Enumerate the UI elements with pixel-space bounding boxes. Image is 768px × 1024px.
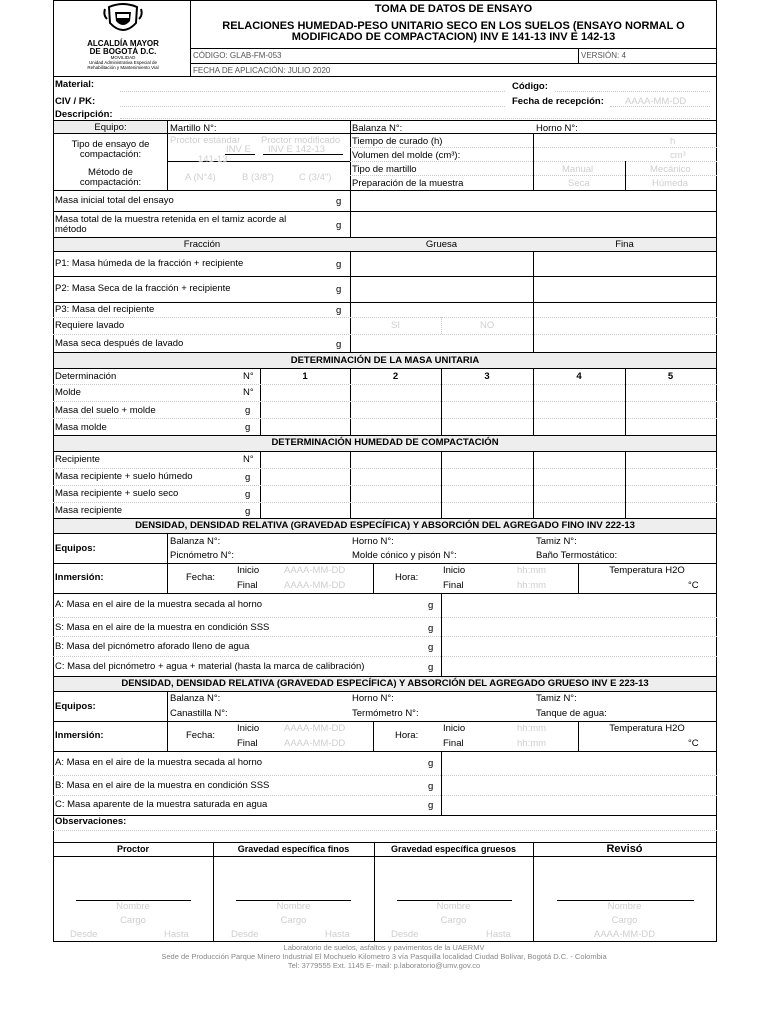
grueso-inmersion-label: Inmersión: (55, 730, 104, 741)
reviso-cargo[interactable]: Cargo (611, 915, 638, 926)
volumen-unit[interactable]: cm³ (670, 150, 686, 161)
seco-label: Masa recipiente + suelo seco (55, 488, 179, 499)
coat-of-arms-icon (103, 3, 143, 37)
fino-c-label: C: Masa del picnómetro + agua + material (hasta la marca de calibración) (55, 661, 365, 672)
option-inv-e-141-a[interactable]: INV E (226, 144, 251, 155)
grueso-hora-inicio-input[interactable]: hh:mm (517, 723, 547, 734)
p3-label: P3: Masa del recipiente (55, 304, 155, 315)
masa-molde-label: Masa molde (55, 422, 107, 433)
fino-fecha-final-input[interactable]: AAAA-MM-DD (284, 580, 346, 591)
footer-line2: Sede de Producción Parque Minero Industrial El Mochuelo Kilometro 3 vía Pasquilla localidad Ciudad Bolívar, Bogotá D.C. - Colombia (161, 952, 607, 961)
option-metodo-b[interactable]: B (3/8") (242, 172, 274, 183)
grueso-temp-unit: °C (688, 738, 699, 749)
firma-proctor-header: Proctor (116, 844, 149, 854)
fraccion-header: Fracción (183, 239, 221, 250)
grueso-hora-final-label: Final (443, 738, 464, 749)
grueso-b-unit: g (428, 781, 434, 792)
p1-label: P1: Masa húmeda de la fracción + recipiente (55, 258, 244, 269)
firma-gruesos-header: Gravedad específica gruesos (390, 844, 517, 854)
proctor-hasta[interactable]: Hasta (164, 929, 189, 940)
seco-unit: g (245, 489, 251, 500)
metodo-label-1: Método de (88, 167, 133, 178)
option-lavado-no[interactable]: NO (480, 320, 495, 331)
footer-line3: Tel: 3779555 Ext. 1145 E- mail: p.laboratorio@umv.gov.co (287, 961, 481, 970)
tipo-martillo-label: Tipo de martillo (352, 164, 417, 175)
page-subtitle-2: MODIFICADO DE COMPACTACION) INV E 141-13 INV E 142-13 (291, 31, 616, 43)
fina-header: Fina (615, 239, 634, 250)
humedad-title: DETERMINACIÓN HUMEDAD DE COMPACTACIÓN (271, 437, 499, 448)
reviso-nombre[interactable]: Nombre (607, 901, 642, 912)
gruesa-header: Gruesa (425, 239, 458, 250)
humedo-unit: g (245, 472, 251, 483)
balanza-label: Balanza N°: (352, 123, 403, 134)
grueso-fecha-inicio-label: Inicio (237, 723, 260, 734)
fino-fecha-final-label: Final (237, 580, 258, 591)
unitaria-title: DETERMINACIÓN DE LA MASA UNITARIA (290, 355, 480, 366)
martillo-label: Martillo N°: (170, 123, 217, 134)
gruesos-nombre[interactable]: Nombre (436, 901, 471, 912)
fino-hora-inicio-label: Inicio (443, 565, 466, 576)
tipo-ensayo-label-2: compactación: (79, 149, 142, 160)
col-4: 4 (576, 371, 582, 382)
codigo-input[interactable] (555, 91, 710, 92)
grueso-fecha-final-input[interactable]: AAAA-MM-DD (284, 738, 346, 749)
finos-desde[interactable]: Desde (231, 929, 259, 940)
descripcion-label: Descripción: (55, 109, 113, 120)
seca-lavado-unit: g (336, 339, 342, 350)
tiempo-curado-unit[interactable]: h (670, 136, 676, 147)
volumen-label: Volumen del molde (cm³): (352, 150, 461, 161)
fecha-recepcion-input[interactable]: AAAA-MM-DD (625, 96, 687, 107)
determinacion-no: N° (243, 371, 254, 382)
proctor-cargo[interactable]: Cargo (120, 915, 146, 926)
fino-a-label: A: Masa en el aire de la muestra secada al horno (55, 599, 263, 610)
grueso-a-label: A: Masa en el aire de la muestra secada al horno (55, 757, 263, 768)
option-metodo-c[interactable]: C (3/4") (299, 172, 332, 183)
grueso-title: DENSIDAD, DENSIDAD RELATIVA (GRAVEDAD ESPECÍFICA) Y ABSORCIÓN DEL AGREGADO GRUESO INV E 223-13 (121, 678, 649, 689)
recipiente-no: N° (243, 454, 254, 465)
firma-reviso-header: Revisó (606, 843, 643, 855)
p3-unit: g (336, 305, 342, 316)
masa-molde-unit: g (245, 422, 251, 433)
gruesos-desde[interactable]: Desde (391, 929, 419, 940)
molde-label: Molde (55, 387, 81, 398)
footer-line1: Laboratorio de suelos, asfaltos y pavimentos de la UAERMV (283, 943, 485, 952)
fino-fecha-inicio-label: Inicio (237, 565, 260, 576)
finos-nombre[interactable]: Nombre (276, 901, 311, 912)
codigo-label: Código: (512, 81, 548, 92)
descripcion-input[interactable] (120, 118, 710, 119)
grueso-equipos-label: Equipos: (55, 701, 96, 712)
tipo-ensayo-label-1: Tipo de ensayo de (71, 139, 150, 150)
fino-bano: Baño Termostático: (536, 550, 618, 561)
fino-picnometro: Picnómetro N°: (170, 550, 234, 561)
option-inv-e-141-b[interactable]: 141-13 (198, 154, 228, 165)
grueso-hora-inicio-label: Inicio (443, 723, 466, 734)
metodo-label-2: compactación: (79, 177, 142, 188)
recipiente-label: Recipiente (55, 454, 100, 465)
preparacion-label: Preparación de la muestra (352, 178, 464, 189)
p2-label: P2: Masa Seca de la fracción + recipiente (55, 283, 231, 294)
fino-horno: Horno N°: (352, 536, 394, 547)
doc-version: VERSIÓN: 4 (581, 51, 626, 60)
masa-retenida-label-2: método (55, 224, 87, 235)
seca-lavado-label: Masa seca después de lavado (55, 338, 184, 349)
fino-hora-final-input[interactable]: hh:mm (517, 580, 547, 591)
grueso-a-unit: g (428, 758, 434, 769)
fino-equipos-label: Equipos: (55, 543, 96, 554)
fino-b-label: B: Masa del picnómetro aforado lleno de agua (55, 641, 250, 652)
fino-hora-inicio-input[interactable]: hh:mm (517, 565, 547, 576)
logo-line3: MOVILIDAD (110, 55, 136, 60)
proctor-nombre[interactable]: Nombre (116, 901, 150, 912)
col-5: 5 (667, 371, 674, 382)
col-2: 2 (392, 371, 399, 382)
grueso-hora-final-input[interactable]: hh:mm (517, 738, 547, 749)
page-title: TOMA DE DATOS DE ENSAYO (374, 3, 533, 15)
col-1: 1 (302, 371, 308, 382)
grueso-fecha-final-label: Final (237, 738, 258, 749)
material-label: Material: (55, 79, 95, 90)
option-manual[interactable]: Manual (562, 164, 594, 175)
determinacion-label: Determinación (55, 371, 117, 382)
option-proctor-modificado[interactable]: Proctor modificado (261, 135, 341, 146)
option-humeda[interactable]: Húmeda (652, 178, 688, 189)
fino-cono: Molde cónico y pisón N°: (352, 550, 457, 561)
option-mecanico[interactable]: Mecánico (650, 164, 691, 175)
grueso-hora-label: Hora: (395, 730, 419, 741)
option-seca[interactable]: Seca (568, 178, 590, 189)
logo-line1: ALCALDÍA MAYOR (87, 39, 159, 48)
finos-cargo[interactable]: Cargo (280, 915, 307, 926)
grueso-fecha-inicio-input[interactable]: AAAA-MM-DD (284, 723, 346, 734)
fino-inmersion-label: Inmersión: (55, 572, 104, 583)
reviso-fecha[interactable]: AAAA-MM-DD (593, 929, 656, 940)
fino-tamiz: Tamiz N°: (536, 536, 577, 547)
finos-hasta[interactable]: Hasta (325, 929, 350, 940)
equipo-label: Equipo: (94, 122, 127, 133)
tiempo-curado-label: Tiempo de curado (h) (352, 136, 443, 147)
material-input[interactable] (120, 91, 505, 92)
fino-a-unit: g (428, 600, 434, 611)
masa-retenida-unit: g (336, 220, 342, 231)
observaciones-label: Observaciones: (55, 816, 127, 827)
civ-input[interactable] (120, 106, 505, 107)
logo (70, 3, 176, 71)
grueso-termometro: Termómetro N°: (352, 708, 419, 719)
grueso-b-label: B: Masa en el aire de la muestra en condición SSS (55, 780, 270, 791)
fino-b-unit: g (428, 642, 434, 653)
option-lavado-si[interactable]: SI (391, 320, 400, 331)
p1-unit: g (336, 259, 342, 270)
fino-fecha-label: Fecha: (186, 572, 216, 583)
masa-recipiente-unit: g (245, 506, 251, 517)
molde-no: N° (243, 387, 254, 398)
observaciones-input[interactable] (53, 830, 717, 831)
fino-temp-unit: °C (688, 580, 699, 591)
fino-hora-label: Hora: (395, 572, 419, 583)
suelo-molde-unit: g (245, 405, 251, 416)
grueso-tamiz: Tamiz N°: (536, 693, 577, 704)
page-subtitle-1: RELACIONES HUMEDAD-PESO UNITARIO SECO EN LOS SUELOS (ENSAYO NORMAL O (222, 20, 685, 32)
option-inv-e-142[interactable]: INV E 142-13 (268, 144, 326, 155)
horno-label: Horno N°: (536, 123, 578, 134)
grueso-c-unit: g (428, 800, 434, 811)
doc-date: FECHA DE APLICACIÓN: JULIO 2020 (193, 66, 331, 75)
grueso-balanza: Balanza N°: (170, 693, 221, 704)
logo-line5: Rehabilitación y Mantenimiento Vial (87, 65, 159, 70)
gruesos-cargo[interactable]: Cargo (440, 915, 467, 926)
fino-balanza: Balanza N°: (170, 536, 221, 547)
fino-s-label: S: Masa en el aire de la muestra en condición SSS (55, 622, 270, 633)
grueso-canastilla: Canastilla N°: (170, 708, 228, 719)
grueso-temp-label: Temperatura H2O (609, 723, 685, 734)
civ-label: CIV / PK: (55, 96, 96, 107)
fino-temp-label: Temperatura H2O (609, 565, 685, 576)
masa-inicial-unit: g (336, 196, 342, 207)
logo-line2: DE BOGOTÁ D.C. (89, 47, 157, 56)
fino-title: DENSIDAD, DENSIDAD RELATIVA (GRAVEDAD ESPECÍFICA) Y ABSORCIÓN DEL AGREGADO FINO INV 222-13 (135, 520, 635, 531)
fino-c-unit: g (428, 662, 434, 673)
proctor-desde[interactable]: Desde (70, 929, 98, 940)
grueso-tanque: Tanque de agua: (536, 708, 607, 719)
fecha-recepcion-label: Fecha de recepción: (512, 96, 604, 107)
grueso-fecha-label: Fecha: (186, 730, 216, 741)
fino-hora-final-label: Final (443, 580, 464, 591)
option-metodo-a[interactable]: A (N°4) (185, 172, 216, 183)
p2-unit: g (336, 284, 342, 295)
masa-retenida-label-1: Masa total de la muestra retenida en el tamiz acorde al (55, 214, 287, 225)
lavado-label: Requiere lavado (55, 320, 125, 331)
grueso-c-label: C: Masa aparente de la muestra saturada en agua (55, 799, 268, 810)
humedo-label: Masa recipiente + suelo húmedo (55, 471, 193, 482)
gruesos-hasta[interactable]: Hasta (486, 929, 511, 940)
grueso-horno: Horno N°: (352, 693, 394, 704)
logo-line4: Unidad Administrativa Especial de (88, 60, 158, 65)
col-3: 3 (484, 371, 490, 382)
doc-code: CÓDIGO: GLAB-FM-053 (193, 51, 282, 60)
suelo-molde-label: Masa del suelo + molde (55, 405, 156, 416)
firma-finos-header: Gravedad específica finos (237, 844, 350, 854)
fino-fecha-inicio-input[interactable]: AAAA-MM-DD (284, 565, 346, 576)
option-proctor-estandar[interactable]: Proctor estándar (170, 135, 241, 146)
masa-recipiente-label: Masa recipiente (55, 505, 123, 516)
fino-s-unit: g (428, 623, 434, 634)
masa-inicial-label: Masa inicial total del ensayo (55, 195, 174, 206)
